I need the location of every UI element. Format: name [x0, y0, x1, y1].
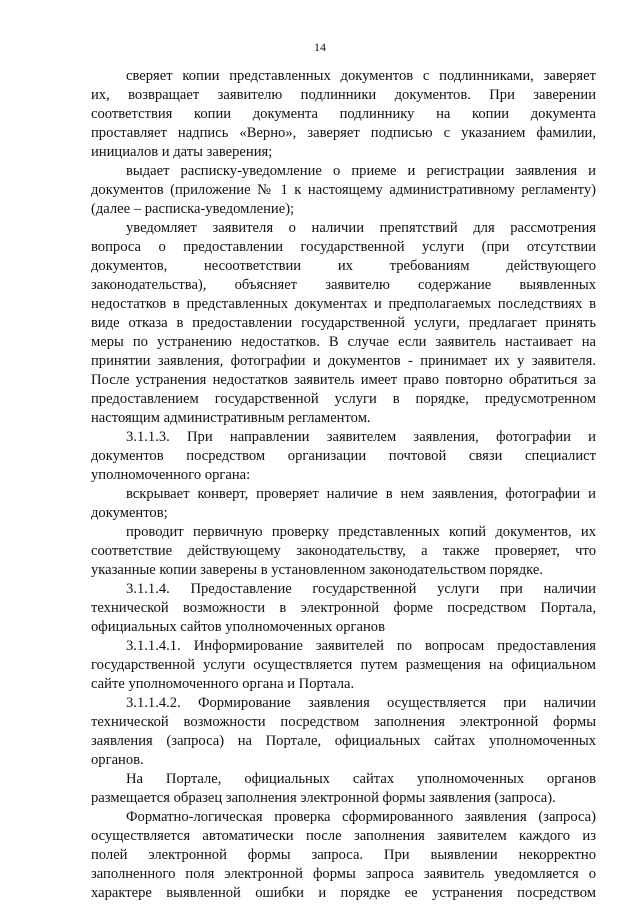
- text-line: документов (приложение № 1 к настоящему административному регламенту): [91, 182, 596, 198]
- text-line: недостатков в представленных документах и предполагаемых последствиях в: [91, 296, 596, 312]
- text-line: (далее – расписка-уведомление);: [91, 201, 295, 217]
- text-line: 3.1.1.4.1. Информирование заявителей по вопросам предоставления: [126, 638, 596, 654]
- text-line: На Портале, официальных сайтах уполномоченных органов: [126, 771, 596, 787]
- text-line: сайте уполномоченного органа и Портала.: [91, 676, 355, 692]
- text-line: выдает расписку-уведомление о приеме и регистрации заявления и: [126, 163, 596, 179]
- text-line: заявления (запроса) на Портале, официальных сайтах уполномоченных: [91, 733, 596, 749]
- text-line: вскрывает конверт, проверяет наличие в нем заявления, фотографии и: [126, 486, 596, 502]
- text-line: уполномоченного органа:: [91, 467, 251, 483]
- text-line: осуществляется автоматически после заполнения заявителем каждого из: [91, 828, 596, 844]
- text-line: проставляет надпись «Верно», заверяет подписью с указанием фамилии,: [91, 125, 596, 141]
- page-number: 14: [314, 40, 326, 54]
- text-line: 3.1.1.4. Предоставление государственной услуги при наличии: [126, 581, 596, 597]
- text-line: 3.1.1.3. При направлении заявителем заявления, фотографии и: [126, 429, 596, 445]
- text-line: технической возможности в электронной форме посредством Портала,: [91, 600, 596, 616]
- text-line: законодательства), объясняет заявителю содержание выявленных: [91, 277, 596, 293]
- text-line: указанные копии заверены в установленном законодательством порядке.: [91, 562, 543, 578]
- document-body: [91, 67, 596, 903]
- text-line: 3.1.1.4.2. Формирование заявления осуществляется при наличии: [126, 695, 596, 711]
- text-line: характере выявленной ошибки и порядке ее устранения посредством: [91, 885, 596, 901]
- text-line: Форматно-логическая проверка сформированного заявления (запроса): [126, 809, 596, 825]
- text-line: настоящим административным регламентом.: [91, 410, 371, 426]
- text-line: государственной услуги осуществляется путем размещения на официальном: [91, 657, 596, 673]
- text-line: предоставлением государственной услуги в порядке, предусмотренном: [91, 391, 596, 407]
- text-line: принятии заявления, фотографии и документов - принимает их у заявителя.: [91, 353, 596, 369]
- text-line: соответствие действующему законодательству, а также проверяет, что: [91, 543, 596, 559]
- text-line: органов.: [91, 752, 144, 768]
- text-line: уведомляет заявителя о наличии препятствий для рассмотрения: [126, 220, 596, 236]
- text-line: проводит первичную проверку представленных копий документов, их: [126, 524, 596, 540]
- text-line: документов;: [91, 505, 168, 521]
- text-line: документов, несоответствии их требованиям действующего: [91, 258, 596, 274]
- text-line: меры по устранению недостатков. В случае если заявитель настаивает на: [91, 334, 596, 350]
- text-line: размещается образец заполнения электронной формы заявления (запроса).: [91, 790, 556, 806]
- text-line: официальных сайтов уполномоченных органов: [91, 619, 385, 635]
- text-line: документов посредством организации почтовой связи специалист: [91, 448, 596, 464]
- text-line: технической возможности посредством заполнения электронной формы: [91, 714, 596, 730]
- text-line: полей электронной формы запроса. При выявлении некорректно: [91, 847, 596, 863]
- text-line: вопроса о предоставлении государственной услуги (при отсутствии: [91, 239, 596, 255]
- text-line: заполненного поля электронной формы запроса заявитель уведомляется о: [91, 866, 596, 882]
- text-line: После устранения недостатков заявитель имеет право повторно обратиться за: [91, 372, 596, 388]
- text-line: их, возвращает заявителю подлинники документов. При заверении: [91, 87, 596, 103]
- text-line: соответствия копии документа подлиннику на копии документа: [91, 106, 596, 122]
- text-line: сверяет копии представленных документов с подлинниками, заверяет: [126, 68, 596, 84]
- text-line: виде отказа в предоставлении государственной услуги, предлагает принять: [91, 315, 596, 331]
- text-line: инициалов и даты заверения;: [91, 144, 273, 160]
